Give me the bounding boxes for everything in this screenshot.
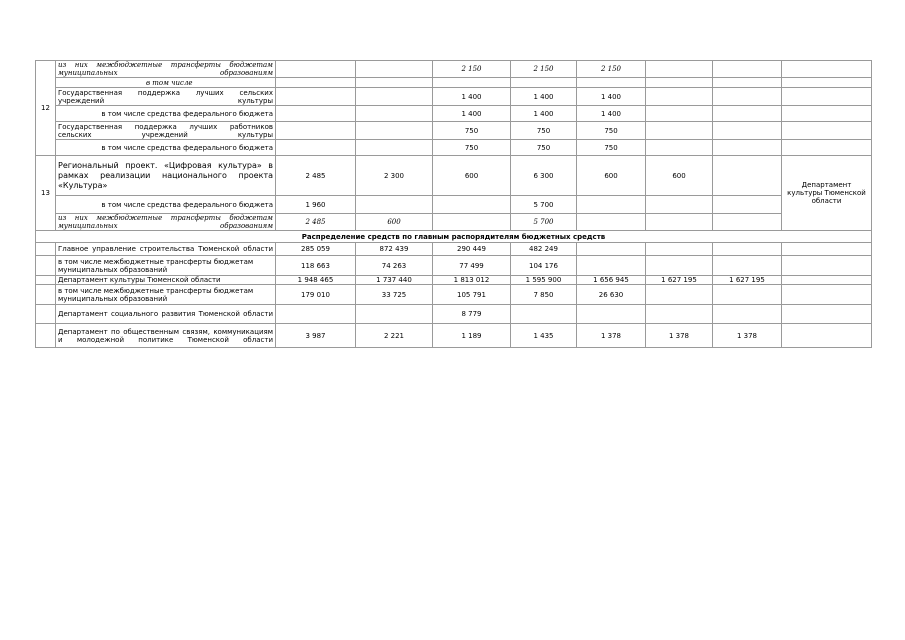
table-row: в том числе межбюджетные трансферты бюджетам муниципальных образований 179 010 33 725 105 791 7 850 26 630 <box>36 285 872 305</box>
table-row: Государственная поддержка лучших работников сельских учреждений культуры 750 750 750 <box>36 122 872 140</box>
section-title: Распределение средств по главным распорядителям бюджетных средств <box>36 231 872 243</box>
row-label: в том числе средства федерального бюджета <box>56 106 276 122</box>
table-row: в том числе средства федерального бюджета 750 750 750 <box>36 140 872 156</box>
row-label: Государственная поддержка лучших работников сельских учреждений культуры <box>56 122 276 140</box>
row-label: в том числе средства федерального бюджета <box>56 140 276 156</box>
table-row: Департамент по общественным связям, коммуникациям и молодежной политике Тюменской области 3 987 2 221 1 189 1 435 1 378 1 378 1 378 <box>36 324 872 348</box>
row-label: Главное управление строительства Тюменской области <box>56 243 276 256</box>
row-label: Департамент культуры Тюменской области <box>56 276 276 285</box>
table-row: Государственная поддержка лучших сельских учреждений культуры 1 400 1 400 1 400 <box>36 88 872 106</box>
table-row: в том числе средства федерального бюджета 1 960 5 700 <box>36 196 872 214</box>
responsible-department: Департамент культуры Тюменской области <box>782 156 872 231</box>
row-label: в том числе межбюджетные трансферты бюджетам муниципальных образований <box>56 285 276 305</box>
table-row: 12 из них межбюджетные трансферты бюджетам муниципальных образованиям 2 150 2 150 2 150 <box>36 61 872 78</box>
row-label: в том числе средства федерального бюджета <box>56 196 276 214</box>
table-row: в том числе межбюджетные трансферты бюджетам муниципальных образований 118 663 74 263 77 499 104 176 <box>36 256 872 276</box>
row-label: в том числе <box>56 78 276 88</box>
row-label: Региональный проект. «Цифровая культура» в рамках реализации национального проекта «Культура» <box>56 156 276 196</box>
table-row: Департамент культуры Тюменской области 1 948 465 1 737 440 1 813 012 1 595 900 1 656 945 1 627 195 1 627 195 <box>36 276 872 285</box>
row-label: из них межбюджетные трансферты бюджетам муниципальных образованиям <box>56 214 276 231</box>
row-label: Департамент по общественным связям, коммуникациям и молодежной политике Тюменской области <box>56 324 276 348</box>
row-label: в том числе межбюджетные трансферты бюджетам муниципальных образований <box>56 256 276 276</box>
row-label: из них межбюджетные трансферты бюджетам муниципальных образованиям <box>56 61 276 78</box>
budget-table <box>35 60 872 348</box>
table-row: 13 Региональный проект. «Цифровая культура» в рамках реализации национального проекта «Культура» 2 485 2 300 600 6 300 600 600 Департамент культуры Тюменской области <box>36 156 872 196</box>
table-row: Главное управление строительства Тюменской области 285 059 872 439 290 449 482 249 <box>36 243 872 256</box>
table-row: из них межбюджетные трансферты бюджетам муниципальных образованиям 2 485 600 5 700 <box>36 214 872 231</box>
table-row: Департамент социального развития Тюменской области 8 779 <box>36 305 872 324</box>
table-row <box>36 78 872 88</box>
row-label: Государственная поддержка лучших сельских учреждений культуры <box>56 88 276 106</box>
row-index: 13 <box>36 156 56 231</box>
row-index: 12 <box>36 61 56 156</box>
table-row <box>36 231 872 243</box>
table-row: в том числе средства федерального бюджета 1 400 1 400 1 400 <box>36 106 872 122</box>
row-label: Департамент социального развития Тюменской области <box>56 305 276 324</box>
